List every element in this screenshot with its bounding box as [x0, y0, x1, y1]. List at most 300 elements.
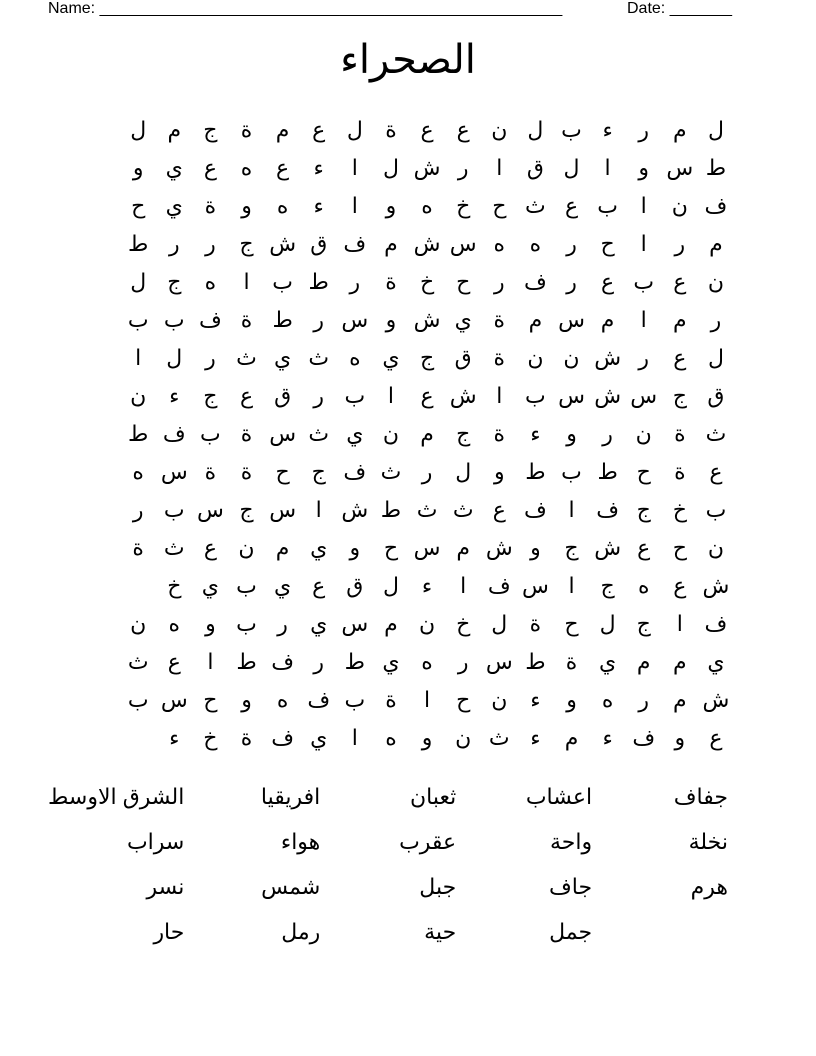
grid-letter[interactable]: ه [601, 687, 614, 712]
grid-letter[interactable]: ث [525, 193, 546, 218]
grid-letter[interactable]: ط [236, 649, 257, 674]
grid-letter[interactable]: ه [349, 345, 361, 370]
grid-letter[interactable]: س [160, 459, 188, 484]
grid-letter[interactable]: ي [274, 345, 292, 370]
grid-letter[interactable]: ش [269, 231, 297, 256]
grid-letter[interactable]: ي [707, 649, 725, 674]
grid-letter[interactable]: ع [420, 117, 434, 142]
grid-letter[interactable]: و [241, 193, 252, 218]
grid-letter[interactable]: ا [243, 269, 250, 294]
word-list-item: شمس [261, 874, 321, 899]
grid-letter[interactable]: ر [132, 497, 144, 522]
grid-letter[interactable]: ف [162, 421, 186, 446]
grid-letter[interactable]: ه [132, 459, 144, 484]
grid-letter[interactable]: ن [130, 611, 147, 636]
grid-letter[interactable]: ر [602, 421, 613, 446]
word-list-item: اعشاب [525, 784, 593, 809]
grid-letter[interactable]: ة [493, 345, 506, 370]
grid-letter[interactable]: ر [421, 459, 433, 484]
grid-letter[interactable]: ة [240, 117, 253, 142]
grid-letter[interactable]: ف [271, 725, 295, 750]
grid-letter[interactable]: ب [344, 687, 366, 712]
grid-letter[interactable]: ن [491, 687, 508, 712]
grid-letter[interactable]: ة [132, 535, 144, 560]
grid-letter[interactable]: ن [671, 193, 688, 218]
grid-letter[interactable]: ف [596, 497, 620, 522]
grid-letter[interactable]: ء [169, 383, 180, 408]
grid-letter[interactable]: ا [496, 383, 503, 408]
grid-letter[interactable]: ة [385, 687, 397, 712]
grid-letter[interactable]: و [530, 535, 541, 560]
grid-letter[interactable]: ر [313, 307, 325, 332]
grid-letter[interactable]: خ [456, 193, 471, 218]
grid-letter[interactable]: س [630, 383, 658, 408]
word-list-item: عقرب [399, 829, 457, 854]
grid-letter[interactable]: م [384, 231, 398, 256]
grid-letter[interactable]: ب [163, 307, 185, 332]
grid-letter[interactable]: ي [454, 307, 472, 332]
grid-letter[interactable]: م [456, 535, 470, 560]
grid-letter[interactable]: ر [277, 611, 288, 636]
name-field[interactable]: Name: ____________________________________________________ [48, 0, 563, 17]
grid-letter[interactable]: ف [307, 687, 331, 712]
grid-letter[interactable]: ط [705, 155, 727, 180]
grid-letter[interactable]: ه [204, 269, 217, 294]
grid-letter[interactable]: ح [383, 535, 399, 560]
grid-letter[interactable]: ج [564, 535, 579, 560]
grid-letter[interactable]: ع [276, 155, 290, 180]
grid-letter[interactable]: ي [165, 155, 183, 180]
grid-letter[interactable]: ق [526, 155, 544, 180]
grid-letter[interactable]: ش [449, 383, 477, 408]
grid-letter[interactable]: ل [707, 345, 724, 370]
word-search-grid[interactable] [84, 112, 734, 758]
grid-letter[interactable]: ل [130, 269, 147, 294]
grid-letter[interactable]: ح [636, 459, 651, 484]
grid-letter[interactable]: ا [424, 687, 431, 712]
grid-letter[interactable]: ا [351, 155, 358, 180]
grid-letter[interactable]: ع [564, 193, 579, 218]
grid-letter[interactable]: ي [310, 611, 328, 636]
grid-letter[interactable]: ش [341, 497, 369, 522]
grid-letter[interactable]: ف [704, 193, 728, 218]
grid-letter[interactable]: ة [204, 459, 217, 484]
grid-letter[interactable]: خ [456, 611, 471, 636]
grid-letter[interactable]: ط [308, 269, 329, 294]
grid-letter[interactable]: خ [419, 269, 435, 294]
grid-letter[interactable]: ط [128, 421, 149, 446]
grid-letter[interactable]: ر [349, 269, 361, 294]
grid-letter[interactable]: ج [311, 459, 326, 484]
grid-letter[interactable]: ل [599, 611, 616, 636]
grid-letter[interactable]: ا [568, 573, 575, 598]
grid-letter[interactable]: ح [203, 687, 218, 712]
grid-letter[interactable]: ة [385, 117, 397, 142]
grid-letter[interactable]: ء [530, 725, 541, 750]
grid-letter[interactable]: ة [529, 611, 542, 636]
grid-letter[interactable]: س [341, 611, 369, 636]
grid-letter[interactable]: ة [565, 649, 578, 674]
grid-letter[interactable]: ه [421, 649, 433, 674]
grid-letter[interactable]: ع [312, 117, 326, 142]
grid-letter[interactable]: ب [344, 383, 366, 408]
grid-letter[interactable]: و [566, 687, 577, 712]
grid-letter[interactable]: و [385, 193, 397, 218]
grid-letter[interactable]: ع [709, 725, 723, 750]
grid-letter[interactable]: ل [166, 345, 183, 370]
grid-letter[interactable]: ر [674, 231, 686, 256]
grid-letter[interactable]: ر [313, 649, 325, 674]
grid-letter[interactable]: ه [421, 193, 433, 218]
grid-letter[interactable]: ا [496, 155, 503, 180]
grid-letter[interactable]: س [558, 383, 585, 408]
grid-letter[interactable]: ج [239, 231, 254, 256]
grid-letter[interactable]: ي [201, 573, 220, 598]
grid-letter[interactable]: خ [167, 573, 182, 598]
grid-letter[interactable]: ف [487, 573, 511, 598]
grid-letter[interactable]: و [638, 155, 650, 180]
grid-letter[interactable]: ا [351, 193, 358, 218]
grid-letter[interactable]: ط [272, 307, 293, 332]
grid-letter[interactable]: م [384, 611, 398, 636]
grid-letter[interactable]: و [205, 611, 216, 636]
grid-letter[interactable]: ح [600, 231, 615, 256]
grid-letter[interactable]: م [420, 421, 434, 446]
grid-letter[interactable]: ق [454, 345, 472, 370]
grid-letter[interactable]: ش [485, 535, 513, 560]
grid-letter[interactable]: ي [382, 345, 400, 370]
grid-letter[interactable]: م [673, 649, 687, 674]
grid-letter[interactable]: ح [456, 687, 471, 712]
grid-letter[interactable]: ء [313, 193, 324, 218]
grid-letter[interactable]: س [269, 421, 297, 446]
grid-letter[interactable]: ر [313, 383, 325, 408]
grid-letter[interactable]: ء [530, 421, 541, 446]
grid-letter[interactable]: ج [636, 497, 651, 522]
grid-letter[interactable]: ي [310, 725, 328, 750]
grid-letter[interactable]: ب [705, 497, 727, 522]
grid-letter[interactable]: ج [600, 573, 615, 598]
grid-letter[interactable]: ا [135, 345, 142, 370]
grid-letter[interactable]: ب [200, 421, 221, 446]
grid-letter[interactable]: خ [203, 725, 218, 750]
grid-letter[interactable]: ا [315, 497, 322, 522]
grid-letter[interactable]: ر [168, 231, 180, 256]
grid-letter[interactable]: ر [710, 307, 722, 332]
grid-letter[interactable]: ن [455, 725, 472, 750]
grid-letter[interactable]: ب [561, 459, 582, 484]
grid-letter[interactable]: و [241, 687, 252, 712]
grid-letter[interactable]: ي [274, 573, 292, 598]
grid-letter[interactable]: ل [346, 117, 363, 142]
grid-letter[interactable]: م [528, 307, 543, 332]
grid-letter[interactable]: ع [709, 459, 723, 484]
grid-letter[interactable]: و [385, 307, 397, 332]
grid-letter[interactable]: ي [382, 649, 400, 674]
grid-letter[interactable]: ج [203, 117, 218, 142]
grid-letter[interactable]: ق [274, 383, 292, 408]
grid-letter[interactable]: و [566, 421, 577, 446]
grid-letter[interactable]: ه [493, 231, 506, 256]
grid-letter[interactable]: ه [240, 155, 253, 180]
grid-letter[interactable]: ا [604, 155, 611, 180]
grid-letter[interactable]: س [341, 307, 369, 332]
grid-letter[interactable]: ه [168, 611, 181, 636]
grid-letter[interactable]: ل [455, 459, 472, 484]
grid-letter[interactable]: ح [492, 193, 507, 218]
grid-letter[interactable]: ا [207, 649, 214, 674]
grid-letter[interactable]: ب [236, 611, 257, 636]
grid-letter[interactable]: ط [344, 649, 366, 674]
grid-letter[interactable]: ث [308, 421, 330, 446]
grid-letter[interactable]: ء [602, 725, 613, 750]
grid-letter[interactable]: ف [271, 649, 295, 674]
grid-letter[interactable]: ب [236, 573, 257, 598]
word-list-item: جمل [549, 919, 593, 944]
grid-letter[interactable]: ر [566, 231, 577, 256]
grid-letter[interactable]: ج [203, 383, 218, 408]
grid-letter[interactable]: ع [312, 573, 326, 598]
grid-letter[interactable]: س [449, 231, 477, 256]
grid-letter[interactable]: ن [707, 269, 725, 294]
grid-letter[interactable]: ي [165, 193, 183, 218]
grid-letter[interactable]: ر [457, 649, 469, 674]
grid-letter[interactable]: ن [707, 535, 725, 560]
grid-letter[interactable]: ي [310, 535, 328, 560]
grid-letter[interactable]: ش [702, 573, 730, 598]
grid-letter[interactable]: و [493, 459, 505, 484]
grid-letter[interactable]: ش [413, 155, 441, 180]
grid-letter[interactable]: ع [167, 649, 181, 674]
word-list-item: هرم [690, 874, 728, 899]
grid-letter[interactable]: ف [198, 307, 222, 332]
grid-letter[interactable]: ث [416, 497, 438, 522]
grid-letter[interactable]: ة [240, 725, 253, 750]
grid-letter[interactable]: ش [413, 231, 441, 256]
grid-letter[interactable]: م [673, 687, 687, 712]
grid-letter[interactable]: ف [343, 231, 367, 256]
grid-letter[interactable]: ر [638, 345, 650, 370]
grid-letter[interactable]: ع [492, 497, 506, 522]
grid-letter[interactable]: ه [529, 231, 542, 256]
grid-letter[interactable]: س [666, 155, 694, 180]
grid-letter[interactable]: و [132, 155, 144, 180]
grid-letter[interactable]: ش [702, 687, 730, 712]
grid-letter[interactable]: ب [163, 497, 185, 522]
grid-letter[interactable]: ع [601, 269, 615, 294]
grid-letter[interactable]: ب [561, 117, 582, 142]
grid-letter[interactable]: ق [346, 573, 364, 598]
grid-letter[interactable]: ل [130, 117, 147, 142]
grid-letter[interactable]: ب [597, 193, 618, 218]
grid-letter[interactable]: ج [456, 421, 471, 446]
grid-letter[interactable]: ف [632, 725, 656, 750]
grid-letter[interactable]: م [673, 117, 687, 142]
grid-letter[interactable]: ه [637, 573, 650, 598]
grid-letter[interactable]: ب [127, 687, 149, 712]
grid-letter[interactable]: ط [128, 231, 149, 256]
grid-letter[interactable]: ح [275, 459, 290, 484]
grid-letter[interactable]: ل [707, 117, 724, 142]
grid-letter[interactable]: ج [167, 269, 182, 294]
grid-letter[interactable]: ء [169, 725, 180, 750]
grid-letter[interactable]: ش [413, 307, 441, 332]
date-field[interactable]: Date: _______ [627, 0, 732, 17]
grid-letter[interactable]: و [421, 725, 433, 750]
grid-letter[interactable]: م [600, 307, 615, 332]
grid-letter[interactable]: ج [419, 345, 435, 370]
grid-letter[interactable]: ع [637, 535, 651, 560]
grid-letter[interactable]: ث [127, 649, 149, 674]
grid-letter[interactable]: ح [131, 193, 146, 218]
grid-letter[interactable]: ح [672, 535, 687, 560]
grid-letter[interactable]: م [564, 725, 579, 750]
grid-letter[interactable]: ث [308, 345, 330, 370]
grid-letter[interactable]: س [413, 535, 441, 560]
grid-letter[interactable]: ا [387, 383, 395, 408]
grid-letter[interactable]: ا [640, 193, 647, 218]
grid-letter[interactable]: ط [380, 497, 402, 522]
grid-letter[interactable]: ه [276, 687, 289, 712]
grid-letter[interactable]: ل [527, 117, 544, 142]
word-list [48, 780, 728, 960]
grid-letter[interactable]: ج [239, 497, 254, 522]
grid-letter[interactable]: ة [240, 421, 253, 446]
grid-letter[interactable]: ق [707, 383, 725, 408]
grid-letter[interactable]: س [269, 497, 297, 522]
grid-letter[interactable]: ط [597, 459, 618, 484]
grid-letter[interactable]: ء [313, 155, 324, 180]
grid-letter[interactable]: ة [493, 307, 506, 332]
grid-letter[interactable]: ن [527, 345, 544, 370]
grid-letter[interactable]: ء [602, 117, 613, 142]
grid-letter[interactable]: ة [385, 269, 397, 294]
grid-letter[interactable]: ل [382, 573, 399, 598]
grid-letter[interactable]: ط [525, 459, 546, 484]
grid-letter[interactable]: ن [635, 421, 652, 446]
grid-letter[interactable]: ث [452, 497, 474, 522]
grid-letter[interactable]: ث [705, 421, 727, 446]
grid-letter[interactable]: م [636, 649, 651, 674]
grid-letter[interactable]: ع [239, 383, 254, 408]
grid-letter[interactable]: ن [130, 383, 147, 408]
grid-letter[interactable]: ش [594, 383, 622, 408]
grid-letter[interactable]: ع [420, 383, 434, 408]
grid-letter[interactable]: ه [385, 725, 397, 750]
grid-letter[interactable]: س [160, 687, 188, 712]
grid-letter[interactable]: ر [205, 345, 216, 370]
grid-letter[interactable]: ل [382, 155, 399, 180]
grid-letter[interactable]: س [196, 497, 224, 522]
grid-letter[interactable]: م [167, 117, 182, 142]
grid-letter[interactable]: ع [203, 155, 217, 180]
worksheet-header [48, 0, 768, 20]
grid-letter[interactable]: ف [523, 497, 547, 522]
grid-letter[interactable]: س [558, 307, 585, 332]
grid-letter[interactable]: و [674, 725, 686, 750]
grid-letter[interactable]: ب [633, 269, 655, 294]
grid-letter[interactable]: ر [638, 687, 650, 712]
grid-letter[interactable]: ة [674, 421, 686, 446]
grid-letter[interactable]: ا [640, 231, 647, 256]
grid-letter[interactable]: ر [205, 231, 216, 256]
grid-letter[interactable]: ف [704, 611, 728, 636]
grid-letter[interactable]: ل [491, 611, 508, 636]
word-list-item: نسر [146, 874, 185, 899]
grid-letter[interactable]: ن [491, 117, 508, 142]
grid-letter[interactable]: ن [563, 345, 580, 370]
word-list-item: حية [424, 919, 457, 944]
grid-letter[interactable]: ث [236, 345, 257, 370]
grid-letter[interactable]: ش [594, 345, 622, 370]
grid-letter[interactable]: ر [638, 117, 650, 142]
grid-letter[interactable]: ط [525, 649, 546, 674]
grid-letter[interactable]: ا [640, 307, 647, 332]
grid-letter[interactable]: ج [636, 611, 651, 636]
grid-letter[interactable]: م [673, 307, 687, 332]
grid-letter[interactable]: و [349, 535, 361, 560]
grid-letter[interactable]: ر [566, 269, 577, 294]
grid-letter[interactable]: ث [488, 725, 510, 750]
grid-letter[interactable]: ا [676, 611, 683, 636]
grid-letter[interactable]: م [275, 117, 290, 142]
word-list-item: رمل [281, 919, 321, 944]
grid-letter[interactable]: ة [240, 307, 253, 332]
grid-letter[interactable]: ع [673, 269, 687, 294]
grid-letter[interactable]: ن [238, 535, 255, 560]
grid-letter[interactable]: ش [594, 535, 622, 560]
grid-letter[interactable]: ه [276, 193, 289, 218]
grid-letter[interactable]: ف [523, 269, 547, 294]
grid-letter[interactable]: س [521, 573, 549, 598]
grid-letter[interactable]: ق [310, 231, 328, 256]
grid-letter[interactable]: ة [493, 421, 506, 446]
grid-letter[interactable]: ي [346, 421, 364, 446]
grid-letter[interactable]: ث [380, 459, 402, 484]
grid-letter[interactable]: ة [674, 459, 686, 484]
grid-letter[interactable]: ع [673, 573, 687, 598]
grid-letter[interactable]: ع [203, 535, 217, 560]
grid-letter[interactable]: ث [163, 535, 185, 560]
grid-letter[interactable]: ر [493, 269, 505, 294]
grid-letter[interactable]: خ [672, 497, 687, 522]
grid-letter[interactable]: ر [457, 155, 469, 180]
grid-letter[interactable]: ة [240, 459, 253, 484]
grid-letter[interactable]: ا [460, 573, 467, 598]
grid-letter[interactable]: س [485, 649, 513, 674]
grid-letter[interactable]: ع [673, 345, 687, 370]
grid-letter[interactable]: ع [456, 117, 470, 142]
grid-letter[interactable]: ي [599, 649, 617, 674]
grid-letter[interactable]: م [275, 535, 290, 560]
grid-letter[interactable]: ن [418, 611, 436, 636]
grid-letter[interactable]: ة [204, 193, 217, 218]
grid-letter[interactable]: ح [564, 611, 579, 636]
grid-letter[interactable]: ا [568, 497, 575, 522]
grid-letter[interactable]: م [709, 231, 723, 256]
grid-letter[interactable]: ف [343, 459, 367, 484]
grid-letter[interactable]: ء [421, 573, 433, 598]
grid-letter[interactable]: ل [563, 155, 580, 180]
grid-letter[interactable]: ب [525, 383, 546, 408]
grid-letter[interactable]: ج [672, 383, 687, 408]
grid-letter[interactable]: ح [456, 269, 471, 294]
grid-letter[interactable]: ء [530, 687, 541, 712]
grid-letter[interactable]: ب [127, 307, 149, 332]
grid-letter[interactable]: ن [382, 421, 400, 446]
grid-letter[interactable]: ا [351, 725, 358, 750]
grid-letter[interactable]: ب [272, 269, 293, 294]
